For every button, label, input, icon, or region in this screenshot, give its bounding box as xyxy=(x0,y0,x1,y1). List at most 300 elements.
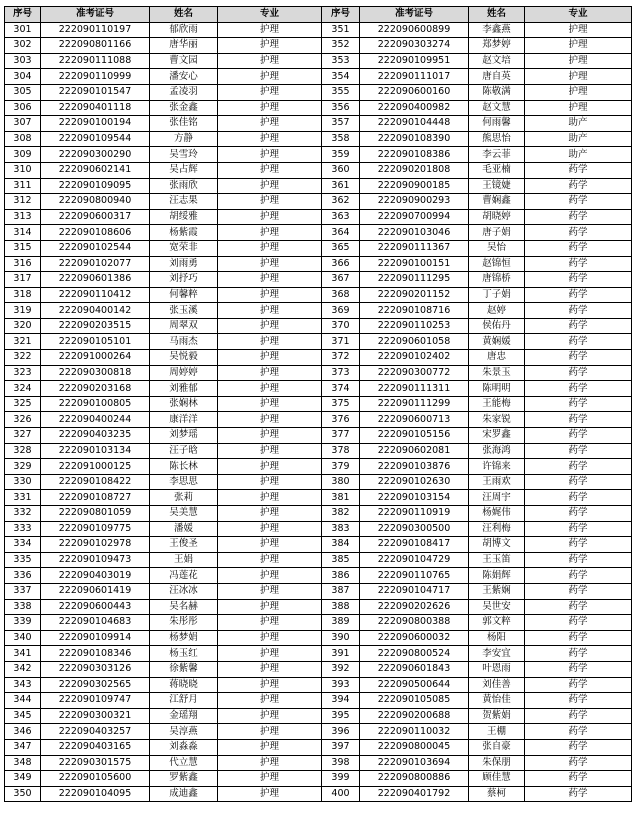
seq-cell: 306 xyxy=(5,100,41,116)
ticket-number-cell: 222090100151 xyxy=(360,256,469,272)
table-row xyxy=(5,693,632,709)
ticket-number-cell: 222090109747 xyxy=(41,693,150,709)
name-cell: 李云菲 xyxy=(469,147,525,163)
seq-cell: 319 xyxy=(5,303,41,319)
name-cell: 王紫娴 xyxy=(469,583,525,599)
major-cell: 护理 xyxy=(218,162,322,178)
name-cell: 吴淳燕 xyxy=(150,724,218,740)
ticket-number-cell: 222090400982 xyxy=(360,100,469,116)
name-cell: 熊思怡 xyxy=(469,131,525,147)
major-cell: 护理 xyxy=(218,646,322,662)
major-cell: 药学 xyxy=(525,506,632,522)
table-row xyxy=(5,100,632,116)
seq-cell: 323 xyxy=(5,365,41,381)
ticket-number-cell: 222090403165 xyxy=(41,739,150,755)
table-row xyxy=(5,661,632,677)
seq-cell: 314 xyxy=(5,225,41,241)
header-ticket-number: 准考证号 xyxy=(41,7,150,23)
seq-cell: 348 xyxy=(5,755,41,771)
seq-cell: 311 xyxy=(5,178,41,194)
major-cell: 护理 xyxy=(218,350,322,366)
seq-cell: 318 xyxy=(5,287,41,303)
name-cell: 李鑫燕 xyxy=(469,22,525,38)
name-cell: 胡绥雅 xyxy=(150,209,218,225)
seq-cell: 332 xyxy=(5,506,41,522)
seq-cell: 327 xyxy=(5,428,41,444)
seq-cell: 353 xyxy=(322,53,360,69)
major-cell: 药学 xyxy=(525,724,632,740)
name-cell: 张莉 xyxy=(150,490,218,506)
name-cell: 张自豪 xyxy=(469,739,525,755)
seq-cell: 396 xyxy=(322,724,360,740)
name-cell: 叶恩雨 xyxy=(469,661,525,677)
seq-cell: 328 xyxy=(5,443,41,459)
major-cell: 护理 xyxy=(525,100,632,116)
ticket-number-cell: 222090300321 xyxy=(41,708,150,724)
ticket-number-cell: 222090109544 xyxy=(41,131,150,147)
name-cell: 刘雨勇 xyxy=(150,256,218,272)
ticket-number-cell: 222090105156 xyxy=(360,428,469,444)
seq-cell: 303 xyxy=(5,53,41,69)
major-cell: 药学 xyxy=(525,552,632,568)
major-cell: 药学 xyxy=(525,583,632,599)
ticket-number-cell: 222090201152 xyxy=(360,287,469,303)
major-cell: 护理 xyxy=(218,272,322,288)
name-cell: 张海鸿 xyxy=(469,443,525,459)
ticket-number-cell: 222090111299 xyxy=(360,396,469,412)
ticket-number-cell: 222090800524 xyxy=(360,646,469,662)
seq-cell: 343 xyxy=(5,677,41,693)
name-cell: 何雨馨 xyxy=(469,116,525,132)
seq-cell: 380 xyxy=(322,474,360,490)
ticket-number-cell: 222090101547 xyxy=(41,84,150,100)
major-cell: 护理 xyxy=(218,724,322,740)
name-cell: 方静 xyxy=(150,131,218,147)
name-cell: 朱景玉 xyxy=(469,365,525,381)
name-cell: 王雨欢 xyxy=(469,474,525,490)
ticket-number-cell: 222090500644 xyxy=(360,677,469,693)
header-row xyxy=(5,7,632,23)
seq-cell: 356 xyxy=(322,100,360,116)
ticket-number-cell: 222090104095 xyxy=(41,786,150,802)
major-cell: 护理 xyxy=(218,100,322,116)
header-seq: 序号 xyxy=(322,7,360,23)
seq-cell: 352 xyxy=(322,38,360,54)
name-cell: 张佳铭 xyxy=(150,116,218,132)
major-cell: 护理 xyxy=(218,583,322,599)
seq-cell: 334 xyxy=(5,537,41,553)
seq-cell: 342 xyxy=(5,661,41,677)
ticket-number-cell: 222090600160 xyxy=(360,84,469,100)
name-cell: 张娴林 xyxy=(150,396,218,412)
seq-cell: 355 xyxy=(322,84,360,100)
seq-cell: 397 xyxy=(322,739,360,755)
ticket-number-cell: 222090110253 xyxy=(360,318,469,334)
ticket-number-cell: 222090302565 xyxy=(41,677,150,693)
seq-cell: 368 xyxy=(322,287,360,303)
major-cell: 护理 xyxy=(218,412,322,428)
major-cell: 护理 xyxy=(218,490,322,506)
seq-cell: 322 xyxy=(5,350,41,366)
table-row xyxy=(5,771,632,787)
major-cell: 药学 xyxy=(525,428,632,444)
name-cell: 成迪鑫 xyxy=(150,786,218,802)
major-cell: 药学 xyxy=(525,739,632,755)
name-cell: 吴悦毅 xyxy=(150,350,218,366)
table-row xyxy=(5,162,632,178)
name-cell: 贺紫娟 xyxy=(469,708,525,724)
major-cell: 护理 xyxy=(218,84,322,100)
name-cell: 周翠双 xyxy=(150,318,218,334)
table-row xyxy=(5,365,632,381)
major-cell: 护理 xyxy=(218,630,322,646)
table-row xyxy=(5,583,632,599)
seq-cell: 302 xyxy=(5,38,41,54)
name-cell: 宽荣非 xyxy=(150,240,218,256)
name-cell: 罗紫鑫 xyxy=(150,771,218,787)
ticket-number-cell: 222090601386 xyxy=(41,272,150,288)
ticket-number-cell: 222090403019 xyxy=(41,568,150,584)
major-cell: 药学 xyxy=(525,786,632,802)
table-row xyxy=(5,474,632,490)
seq-cell: 382 xyxy=(322,506,360,522)
seq-cell: 387 xyxy=(322,583,360,599)
ticket-number-cell: 222090600899 xyxy=(360,22,469,38)
major-cell: 药学 xyxy=(525,599,632,615)
table-row xyxy=(5,412,632,428)
major-cell: 护理 xyxy=(525,53,632,69)
ticket-number-cell: 222090110765 xyxy=(360,568,469,584)
table-row xyxy=(5,739,632,755)
major-cell: 药学 xyxy=(525,256,632,272)
seq-cell: 344 xyxy=(5,693,41,709)
seq-cell: 351 xyxy=(322,22,360,38)
ticket-number-cell: 222090108417 xyxy=(360,537,469,553)
name-cell: 黄娴媛 xyxy=(469,334,525,350)
seq-cell: 350 xyxy=(5,786,41,802)
name-cell: 汪冰冰 xyxy=(150,583,218,599)
seq-cell: 376 xyxy=(322,412,360,428)
major-cell: 护理 xyxy=(218,396,322,412)
table-row xyxy=(5,303,632,319)
seq-cell: 335 xyxy=(5,552,41,568)
name-cell: 汪志果 xyxy=(150,194,218,210)
name-cell: 李安宜 xyxy=(469,646,525,662)
seq-cell: 377 xyxy=(322,428,360,444)
ticket-number-cell: 222090403235 xyxy=(41,428,150,444)
major-cell: 药学 xyxy=(525,646,632,662)
name-cell: 冯莲花 xyxy=(150,568,218,584)
ticket-number-cell: 222090111367 xyxy=(360,240,469,256)
major-cell: 护理 xyxy=(218,786,322,802)
name-cell: 刘佳善 xyxy=(469,677,525,693)
seq-cell: 383 xyxy=(322,521,360,537)
major-cell: 助产 xyxy=(525,147,632,163)
major-cell: 药学 xyxy=(525,318,632,334)
ticket-number-cell: 222090109775 xyxy=(41,521,150,537)
seq-cell: 371 xyxy=(322,334,360,350)
major-cell: 护理 xyxy=(218,381,322,397)
seq-cell: 398 xyxy=(322,755,360,771)
name-cell: 陈长林 xyxy=(150,459,218,475)
major-cell: 护理 xyxy=(218,661,322,677)
name-cell: 张雨欣 xyxy=(150,178,218,194)
name-cell: 宋罗鑫 xyxy=(469,428,525,444)
seq-cell: 345 xyxy=(5,708,41,724)
ticket-number-cell: 222090400142 xyxy=(41,303,150,319)
ticket-number-cell: 222090109951 xyxy=(360,53,469,69)
name-cell: 朱保朋 xyxy=(469,755,525,771)
table-row xyxy=(5,615,632,631)
name-cell: 王玉笛 xyxy=(469,552,525,568)
name-cell: 张金鑫 xyxy=(150,100,218,116)
table-row xyxy=(5,334,632,350)
header-major: 专业 xyxy=(525,7,632,23)
major-cell: 药学 xyxy=(525,272,632,288)
table-row xyxy=(5,22,632,38)
seq-cell: 379 xyxy=(322,459,360,475)
major-cell: 护理 xyxy=(218,568,322,584)
seq-cell: 358 xyxy=(322,131,360,147)
ticket-number-cell: 222090202626 xyxy=(360,599,469,615)
seq-cell: 324 xyxy=(5,381,41,397)
major-cell: 药学 xyxy=(525,412,632,428)
table-row xyxy=(5,240,632,256)
ticket-number-cell: 222090800940 xyxy=(41,194,150,210)
name-cell: 朱家锐 xyxy=(469,412,525,428)
major-cell: 药学 xyxy=(525,194,632,210)
ticket-number-cell: 222090103134 xyxy=(41,443,150,459)
major-cell: 护理 xyxy=(218,755,322,771)
table-row xyxy=(5,318,632,334)
name-cell: 陈敬满 xyxy=(469,84,525,100)
table-row xyxy=(5,677,632,693)
table-row xyxy=(5,443,632,459)
name-cell: 张玉溪 xyxy=(150,303,218,319)
major-cell: 药学 xyxy=(525,537,632,553)
name-cell: 唐子娟 xyxy=(469,225,525,241)
seq-cell: 331 xyxy=(5,490,41,506)
name-cell: 蔡柯 xyxy=(469,786,525,802)
ticket-number-cell: 222090300290 xyxy=(41,147,150,163)
seq-cell: 392 xyxy=(322,661,360,677)
ticket-number-cell: 222090111311 xyxy=(360,381,469,397)
major-cell: 药学 xyxy=(525,443,632,459)
name-cell: 顾佳慧 xyxy=(469,771,525,787)
ticket-number-cell: 222090401792 xyxy=(360,786,469,802)
seq-cell: 354 xyxy=(322,69,360,85)
name-cell: 江舒月 xyxy=(150,693,218,709)
ticket-number-cell: 222090111017 xyxy=(360,69,469,85)
major-cell: 护理 xyxy=(218,131,322,147)
ticket-number-cell: 222090109473 xyxy=(41,552,150,568)
ticket-number-cell: 222090104448 xyxy=(360,116,469,132)
major-cell: 药学 xyxy=(525,350,632,366)
seq-cell: 384 xyxy=(322,537,360,553)
name-cell: 刘抒巧 xyxy=(150,272,218,288)
table-row xyxy=(5,225,632,241)
major-cell: 护理 xyxy=(218,116,322,132)
ticket-number-cell: 222090300818 xyxy=(41,365,150,381)
ticket-number-cell: 222090102077 xyxy=(41,256,150,272)
ticket-number-cell: 222090100194 xyxy=(41,116,150,132)
ticket-number-cell: 222090109914 xyxy=(41,630,150,646)
ticket-number-cell: 222090110919 xyxy=(360,506,469,522)
major-cell: 护理 xyxy=(218,615,322,631)
ticket-number-cell: 222090110032 xyxy=(360,724,469,740)
name-cell: 朱彤彤 xyxy=(150,615,218,631)
major-cell: 药学 xyxy=(525,490,632,506)
major-cell: 护理 xyxy=(218,178,322,194)
ticket-number-cell: 222090102544 xyxy=(41,240,150,256)
table-row xyxy=(5,786,632,802)
table-row xyxy=(5,552,632,568)
major-cell: 药学 xyxy=(525,615,632,631)
name-cell: 刘雅郁 xyxy=(150,381,218,397)
major-cell: 护理 xyxy=(218,194,322,210)
ticket-number-cell: 222090200688 xyxy=(360,708,469,724)
major-cell: 护理 xyxy=(218,256,322,272)
table-row xyxy=(5,147,632,163)
major-cell: 护理 xyxy=(525,38,632,54)
major-cell: 护理 xyxy=(218,303,322,319)
seq-cell: 336 xyxy=(5,568,41,584)
table-row xyxy=(5,708,632,724)
seq-cell: 393 xyxy=(322,677,360,693)
name-cell: 杨玉红 xyxy=(150,646,218,662)
seq-cell: 364 xyxy=(322,225,360,241)
table-row xyxy=(5,178,632,194)
seq-cell: 309 xyxy=(5,147,41,163)
major-cell: 药学 xyxy=(525,303,632,319)
header-seq: 序号 xyxy=(5,7,41,23)
name-cell: 曹文园 xyxy=(150,53,218,69)
seq-cell: 301 xyxy=(5,22,41,38)
seq-cell: 370 xyxy=(322,318,360,334)
name-cell: 侯佑丹 xyxy=(469,318,525,334)
major-cell: 药学 xyxy=(525,677,632,693)
ticket-number-cell: 222090103876 xyxy=(360,459,469,475)
ticket-number-cell: 222091000264 xyxy=(41,350,150,366)
major-cell: 药学 xyxy=(525,459,632,475)
major-cell: 药学 xyxy=(525,755,632,771)
seq-cell: 388 xyxy=(322,599,360,615)
major-cell: 护理 xyxy=(525,22,632,38)
seq-cell: 347 xyxy=(5,739,41,755)
ticket-number-cell: 222090700994 xyxy=(360,209,469,225)
ticket-number-cell: 222090100805 xyxy=(41,396,150,412)
major-cell: 护理 xyxy=(218,506,322,522)
name-cell: 李思思 xyxy=(150,474,218,490)
name-cell: 郭文粹 xyxy=(469,615,525,631)
name-cell: 杨梦娟 xyxy=(150,630,218,646)
ticket-number-cell: 222090111295 xyxy=(360,272,469,288)
major-cell: 护理 xyxy=(218,771,322,787)
name-cell: 王娟 xyxy=(150,552,218,568)
name-cell: 王能梅 xyxy=(469,396,525,412)
ticket-number-cell: 222090105101 xyxy=(41,334,150,350)
major-cell: 药学 xyxy=(525,474,632,490)
seq-cell: 357 xyxy=(322,116,360,132)
name-cell: 吴怡 xyxy=(469,240,525,256)
major-cell: 药学 xyxy=(525,381,632,397)
ticket-number-cell: 222090104717 xyxy=(360,583,469,599)
major-cell: 护理 xyxy=(218,552,322,568)
major-cell: 护理 xyxy=(218,428,322,444)
ticket-number-cell: 222090602081 xyxy=(360,443,469,459)
ticket-number-cell: 222090108390 xyxy=(360,131,469,147)
name-cell: 汪利梅 xyxy=(469,521,525,537)
name-cell: 胡博文 xyxy=(469,537,525,553)
seq-cell: 365 xyxy=(322,240,360,256)
name-cell: 许锦来 xyxy=(469,459,525,475)
ticket-number-cell: 222091000125 xyxy=(41,459,150,475)
ticket-number-cell: 222090900293 xyxy=(360,194,469,210)
name-cell: 吴世安 xyxy=(469,599,525,615)
major-cell: 护理 xyxy=(218,599,322,615)
ticket-number-cell: 222090600317 xyxy=(41,209,150,225)
table-row xyxy=(5,53,632,69)
name-cell: 赵婷 xyxy=(469,303,525,319)
name-cell: 汪子晗 xyxy=(150,443,218,459)
header-major: 专业 xyxy=(218,7,322,23)
table-row xyxy=(5,724,632,740)
name-cell: 唐忠 xyxy=(469,350,525,366)
ticket-number-cell: 222090110412 xyxy=(41,287,150,303)
seq-cell: 395 xyxy=(322,708,360,724)
seq-cell: 320 xyxy=(5,318,41,334)
major-cell: 药学 xyxy=(525,396,632,412)
seq-cell: 386 xyxy=(322,568,360,584)
table-row xyxy=(5,287,632,303)
ticket-number-cell: 222090103046 xyxy=(360,225,469,241)
seq-cell: 367 xyxy=(322,272,360,288)
seq-cell: 317 xyxy=(5,272,41,288)
seq-cell: 349 xyxy=(5,771,41,787)
name-cell: 郑梦婷 xyxy=(469,38,525,54)
name-cell: 蒋晓晓 xyxy=(150,677,218,693)
major-cell: 护理 xyxy=(218,38,322,54)
ticket-number-cell: 222090303126 xyxy=(41,661,150,677)
major-cell: 护理 xyxy=(218,459,322,475)
major-cell: 护理 xyxy=(218,521,322,537)
major-cell: 护理 xyxy=(218,240,322,256)
seq-cell: 313 xyxy=(5,209,41,225)
name-cell: 潘安心 xyxy=(150,69,218,85)
name-cell: 胡晓婷 xyxy=(469,209,525,225)
major-cell: 药学 xyxy=(525,334,632,350)
table-row xyxy=(5,350,632,366)
name-cell: 王镜婕 xyxy=(469,178,525,194)
table-row xyxy=(5,646,632,662)
major-cell: 药学 xyxy=(525,225,632,241)
table-row xyxy=(5,490,632,506)
table-row xyxy=(5,459,632,475)
ticket-number-cell: 222090102978 xyxy=(41,537,150,553)
name-cell: 王俊圣 xyxy=(150,537,218,553)
name-cell: 周婷婷 xyxy=(150,365,218,381)
major-cell: 药学 xyxy=(525,209,632,225)
seq-cell: 381 xyxy=(322,490,360,506)
table-body xyxy=(5,22,632,802)
ticket-number-cell: 222090800045 xyxy=(360,739,469,755)
seq-cell: 333 xyxy=(5,521,41,537)
name-cell: 陈娟辉 xyxy=(469,568,525,584)
ticket-number-cell: 222090108422 xyxy=(41,474,150,490)
table-row xyxy=(5,506,632,522)
seq-cell: 316 xyxy=(5,256,41,272)
major-cell: 助产 xyxy=(525,131,632,147)
